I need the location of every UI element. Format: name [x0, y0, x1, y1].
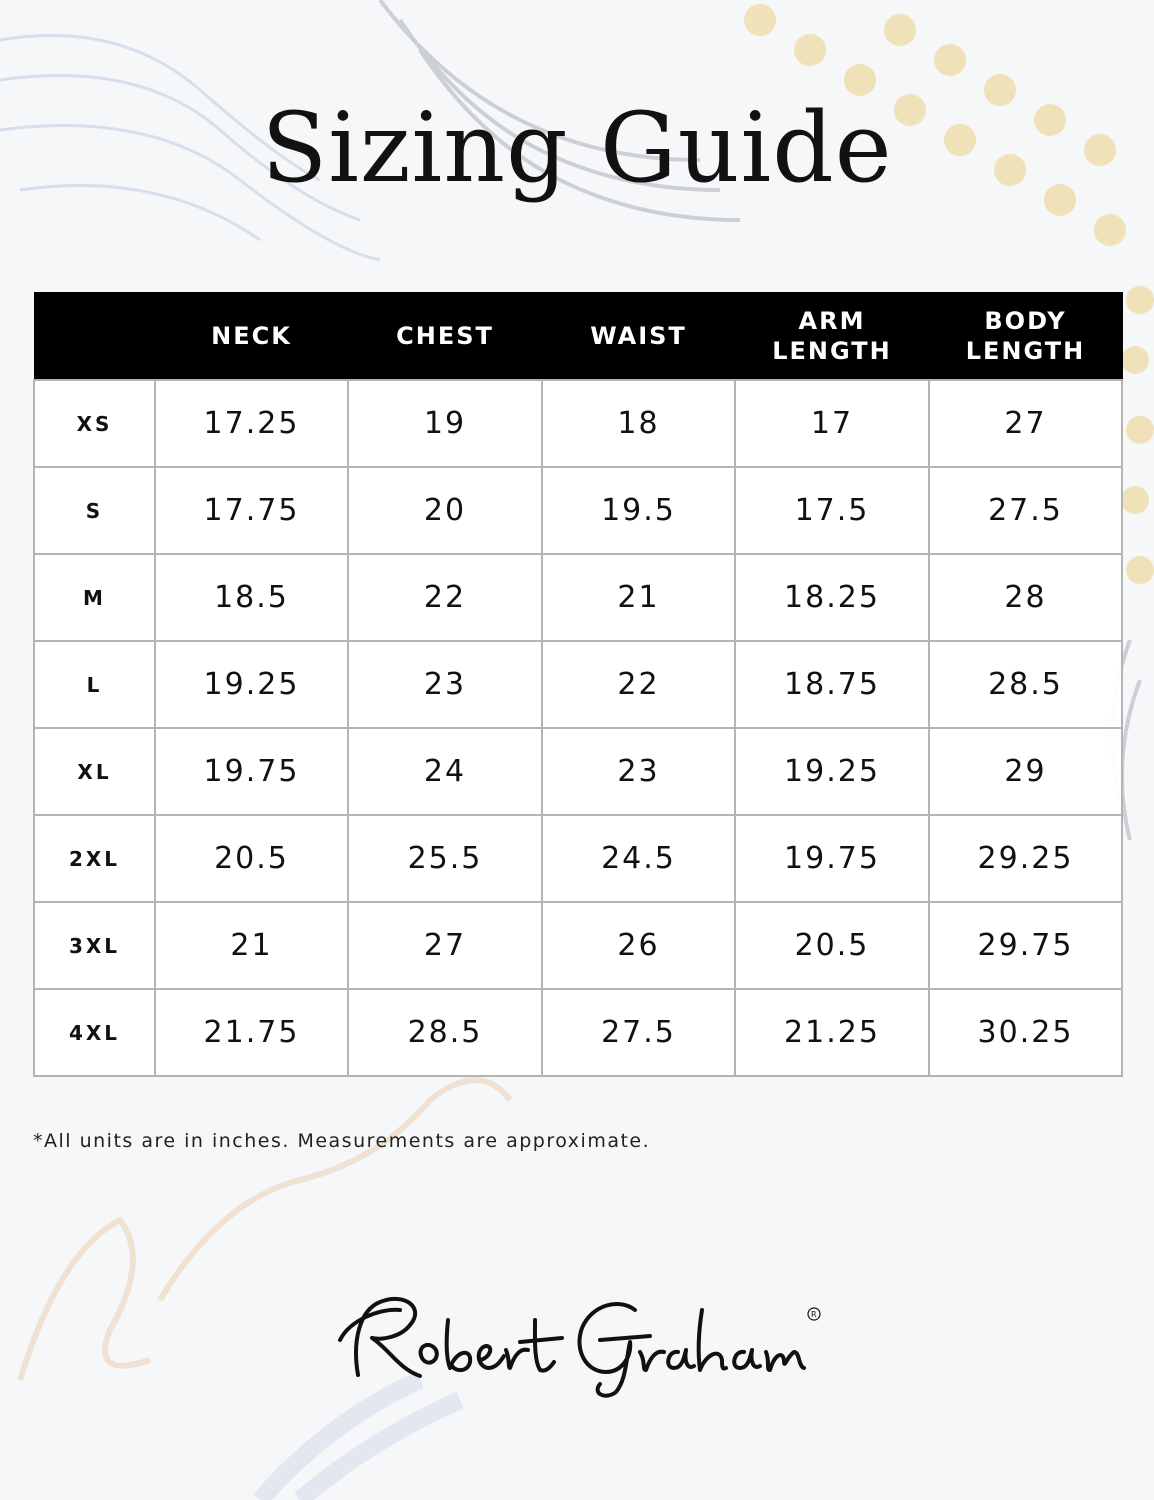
table-row: [34, 641, 1122, 728]
table-cell: 21.75: [155, 989, 348, 1076]
table-cell: 19.25: [735, 728, 929, 815]
size-label: 2XL: [34, 815, 155, 902]
table-header-row: [34, 293, 1122, 381]
table-cell: 21: [542, 554, 735, 641]
size-label: S: [34, 467, 155, 554]
table-row: [34, 728, 1122, 815]
table-row: [34, 815, 1122, 902]
table-cell: 18: [542, 380, 735, 467]
size-label: 4XL: [34, 989, 155, 1076]
table-cell: 20.5: [155, 815, 348, 902]
table-cell: 28.5: [348, 989, 542, 1076]
table-cell: 21: [155, 902, 348, 989]
table-cell: 27: [929, 380, 1122, 467]
table-cell: 26: [542, 902, 735, 989]
table-cell: 30.25: [929, 989, 1122, 1076]
header-cell-neck: NECK: [155, 293, 348, 381]
header-cell-body-length: BODY LENGTH: [929, 293, 1122, 381]
table-cell: 18.5: [155, 554, 348, 641]
table-row: [34, 902, 1122, 989]
sizing-table: [33, 292, 1123, 1077]
size-label: XS: [34, 380, 155, 467]
table-cell: 17.25: [155, 380, 348, 467]
page-title: Sizing Guide: [261, 92, 893, 204]
table-cell: 29.75: [929, 902, 1122, 989]
footnote: *All units are in inches. Measurements are approximate.: [33, 1130, 651, 1152]
table-row: [34, 989, 1122, 1076]
table-cell: 24: [348, 728, 542, 815]
table-cell: 23: [542, 728, 735, 815]
table-cell: 19.75: [155, 728, 348, 815]
size-label: M: [34, 554, 155, 641]
table-cell: 22: [348, 554, 542, 641]
table-cell: 29.25: [929, 815, 1122, 902]
size-label: XL: [34, 728, 155, 815]
table-cell: 19.25: [155, 641, 348, 728]
table-cell: 17.5: [735, 467, 929, 554]
table-cell: 25.5: [348, 815, 542, 902]
table-cell: 23: [348, 641, 542, 728]
size-label: L: [34, 641, 155, 728]
header-cell-size: [34, 293, 155, 381]
table-cell: 17.75: [155, 467, 348, 554]
table-cell: 19.5: [542, 467, 735, 554]
header-cell-arm-length: ARM LENGTH: [735, 293, 929, 381]
robert-graham-logo: [330, 1280, 830, 1400]
table-cell: 21.25: [735, 989, 929, 1076]
table-cell: 18.25: [735, 554, 929, 641]
table-cell: 19.75: [735, 815, 929, 902]
table-cell: 19: [348, 380, 542, 467]
table-cell: 27.5: [542, 989, 735, 1076]
table-cell: 17: [735, 380, 929, 467]
table-cell: 29: [929, 728, 1122, 815]
header-cell-waist: WAIST: [542, 293, 735, 381]
table-row: [34, 467, 1122, 554]
table-cell: 27: [348, 902, 542, 989]
table-cell: 20: [348, 467, 542, 554]
svg-text:R: R: [811, 1310, 817, 1319]
table-cell: 28.5: [929, 641, 1122, 728]
table-cell: 18.75: [735, 641, 929, 728]
table-cell: 28: [929, 554, 1122, 641]
table-cell: 20.5: [735, 902, 929, 989]
size-label: 3XL: [34, 902, 155, 989]
table-row: [34, 554, 1122, 641]
table-row: [34, 380, 1122, 467]
header-cell-chest: CHEST: [348, 293, 542, 381]
table-cell: 24.5: [542, 815, 735, 902]
table-cell: 27.5: [929, 467, 1122, 554]
table-cell: 22: [542, 641, 735, 728]
